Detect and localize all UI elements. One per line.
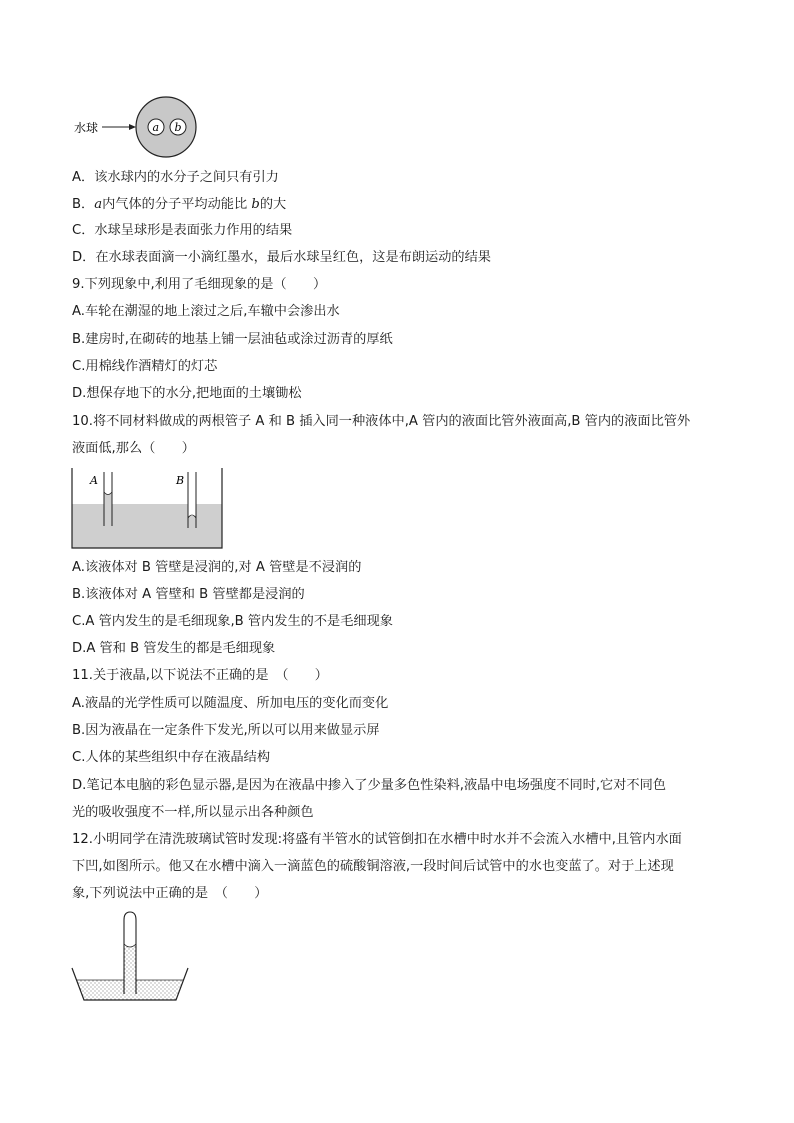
- q8-option-d: D．在水球表面滴一小滴红墨水，最后水球呈红色，这是布朗运动的结果: [72, 250, 491, 265]
- tube-b-liquid: [188, 516, 196, 528]
- q11-option-d-line2: 光的吸收强度不一样,所以显示出各种颜色: [72, 805, 314, 820]
- q9-option-c: C.用棉线作酒精灯的灯芯: [72, 359, 218, 374]
- q10-stem-line1: 10.将不同材料做成的两根管子 A 和 B 插入同一种液体中,A 管内的液面比管外液面高,B 管内的液面比管外: [72, 414, 691, 429]
- q10-stem-line2: 液面低,那么（ ）: [72, 441, 195, 456]
- water-ball-figure: [70, 96, 210, 160]
- bubble-a-label: a: [152, 121, 160, 134]
- capillary-tubes-figure: [70, 466, 230, 550]
- q9-stem: 9.下列现象中,利用了毛细现象的是（ ）: [72, 277, 327, 292]
- q11-option-a: A.液晶的光学性质可以随温度、所加电压的变化而变化: [72, 696, 389, 711]
- q8-option-b-var-b: b: [251, 197, 260, 212]
- q10-option-d: D.A 管和 B 管发生的都是毛细现象: [72, 641, 276, 656]
- tube-b-gap: [188, 504, 196, 516]
- q10-option-c: C.A 管内发生的是毛细现象,B 管内发生的不是毛细现象: [72, 614, 393, 629]
- q8-option-b-mid: 内气体的分子平均动能比: [102, 197, 248, 212]
- q11-stem: 11.关于液晶,以下说法不正确的是 （ ）: [72, 668, 328, 683]
- q9-option-d: D.想保存地下的水分,把地面的土壤锄松: [72, 386, 302, 401]
- tube-a-liquid: [104, 494, 112, 526]
- water-ball: [136, 97, 196, 157]
- q8-option-b-suffix: 的大: [259, 197, 287, 212]
- water-ball-label: 水球: [74, 121, 99, 135]
- q10-option-b: B.该液体对 A 管壁和 B 管壁都是浸润的: [72, 587, 305, 602]
- q8-option-a: A．该水球内的水分子之间只有引力: [72, 170, 279, 185]
- tube-b-label: B: [176, 474, 185, 487]
- liquid: [72, 504, 222, 548]
- q12-stem-line3: 象,下列说法中正确的是 （ ）: [72, 886, 268, 901]
- q8-option-b-var-a: a: [94, 197, 103, 212]
- q11-option-c: C.人体的某些组织中存在液晶结构: [72, 750, 271, 765]
- q12-stem-line1: 12.小明同学在清洗玻璃试管时发现:将盛有半管水的试管倒扣在水槽中时水并不会流入水槽中,且管内水面: [72, 832, 682, 847]
- q8-option-b-prefix: B．: [72, 197, 95, 212]
- q10-option-a: A.该液体对 B 管壁是浸润的,对 A 管壁是不浸润的: [72, 560, 362, 575]
- q11-option-d-line1: D.笔记本电脑的彩色显示器,是因为在液晶中掺入了少量多色性染料,液晶中电场强度不同时,它对不同色: [72, 778, 666, 793]
- q11-option-b: B.因为液晶在一定条件下发光,所以可以用来做显示屏: [72, 723, 380, 738]
- tube-water: [124, 946, 136, 992]
- bubble-b-label: b: [174, 121, 182, 134]
- q9-option-a: A.车轮在潮湿的地上滚过之后,车辙中会渗出水: [72, 304, 340, 319]
- q9-option-b: B.建房时,在砌砖的地基上铺一层油毡或涂过沥青的厚纸: [72, 332, 393, 347]
- water-ball-arrowhead: [129, 124, 136, 130]
- tube-a-label: A: [90, 474, 98, 487]
- q8-option-b: [72, 196, 732, 214]
- inverted-tube-figure: [70, 910, 194, 1006]
- q12-stem-line2: 下凹,如图所示。他又在水槽中滴入一滴蓝色的硫酸铜溶液,一段时间后试管中的水也变蓝了。对于上述现: [72, 859, 674, 874]
- q8-option-c: C．水球呈球形是表面张力作用的结果: [72, 223, 293, 238]
